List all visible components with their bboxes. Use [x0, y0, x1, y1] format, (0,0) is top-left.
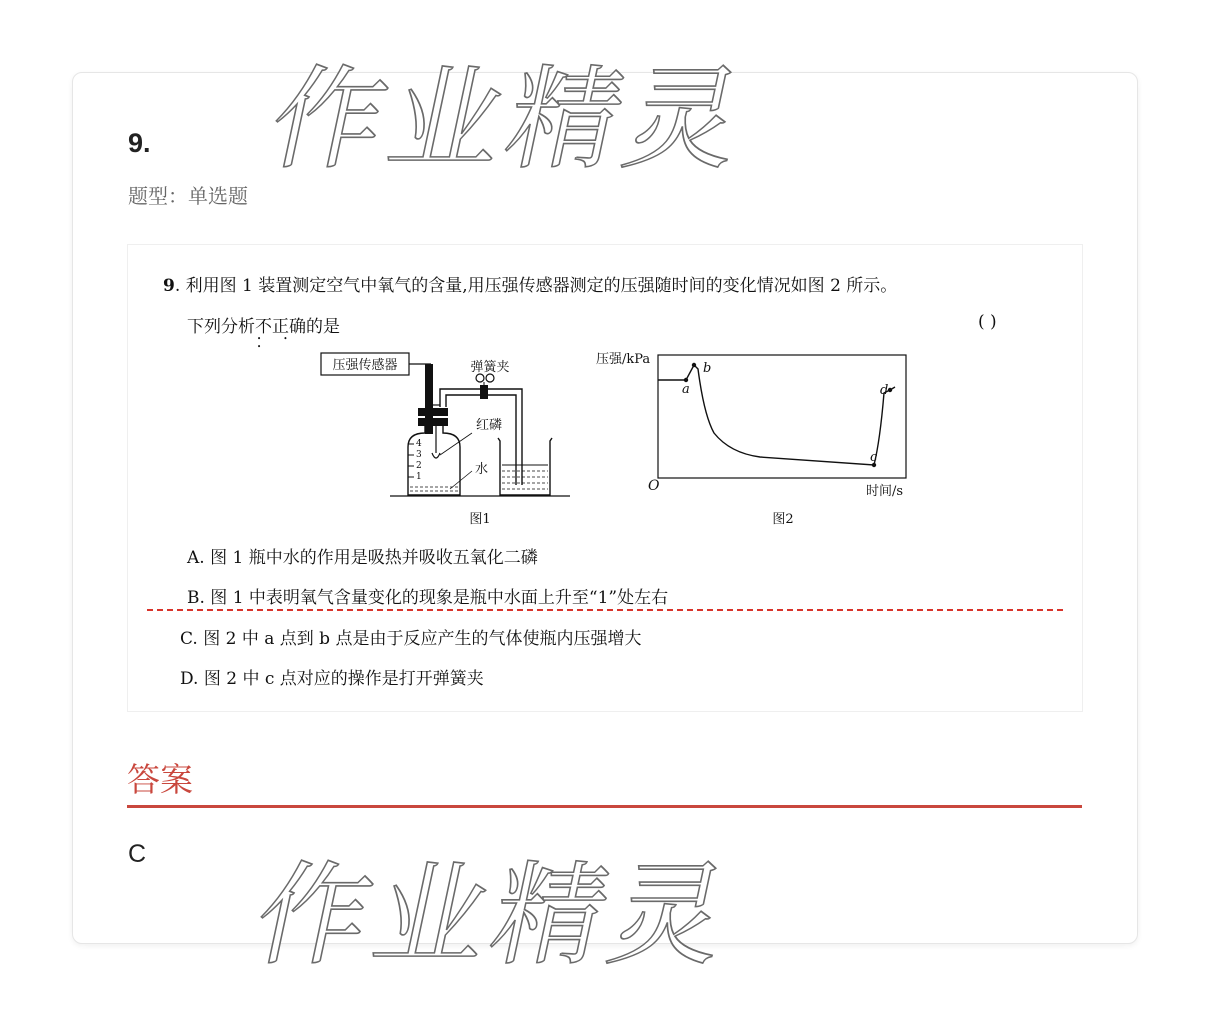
option-b: B. 图 1 中表明氧气含量变化的现象是瓶中水面上升至“1”处左右 — [187, 588, 669, 608]
origin-label: O — [648, 478, 660, 494]
scale-mark: 2 — [416, 461, 422, 471]
scale-mark: 3 — [416, 450, 422, 460]
watermark-top: 作业精灵 — [259, 55, 759, 185]
option-c: C. 图 2 中 a 点到 b 点是由于反应产生的气体使瓶内压强增大 — [180, 629, 642, 649]
phosphorus-label: 红磷 — [476, 418, 503, 433]
stem-text: . 利用图 1 装置测定空气中氧气的含量,用压强传感器测定的压强随时间的变化情况如图 2 所示。 — [174, 276, 898, 296]
point-label-d: d — [880, 383, 889, 398]
water-label: 水 — [475, 462, 489, 477]
option-a: A. 图 1 瓶中水的作用是吸热并吸收五氧化二磷 — [187, 548, 538, 568]
pressure-curve — [658, 365, 895, 465]
watermark-bottom: 作业精灵 — [244, 851, 744, 981]
clip-label: 弹簧夹 — [470, 360, 510, 375]
question-stem-line2 — [187, 312, 340, 337]
question-stem-line1 — [163, 271, 897, 296]
figure-2-caption: 图2 — [772, 512, 794, 527]
answer-divider — [127, 805, 1082, 808]
answer-value: C — [128, 840, 147, 868]
page-split-dashed-line — [147, 609, 1063, 611]
answer-bracket: ( ) — [978, 312, 997, 332]
figure-1-caption: 图1 — [469, 512, 491, 527]
stem-post: 的是 — [306, 317, 340, 337]
figure-1-apparatus — [300, 345, 580, 530]
y-axis-label: 压强/kPa — [596, 352, 651, 367]
stem-number: 9 — [163, 276, 175, 296]
point-b — [692, 363, 696, 367]
scale-mark: 1 — [416, 472, 422, 482]
stem-emphasis: 不正确 • • • — [255, 317, 306, 337]
sensor-label: 压强传感器 — [332, 358, 398, 373]
point-label-b: b — [703, 361, 712, 376]
point-label-c: c — [870, 450, 878, 465]
figure-2-pressure-chart — [590, 345, 920, 530]
scale-mark: 4 — [416, 439, 422, 449]
point-d — [888, 388, 892, 392]
question-number: 9. — [128, 128, 151, 158]
beaker-outline — [498, 438, 552, 495]
answer-title: 答案 — [127, 760, 193, 799]
x-axis-label: 时间/s — [866, 484, 904, 499]
question-type: 题型：单选题 — [128, 184, 248, 208]
option-d: D. 图 2 中 c 点对应的操作是打开弹簧夹 — [180, 669, 484, 689]
point-label-a: a — [682, 382, 690, 397]
chart-frame — [658, 355, 906, 478]
stem-pre: 下列分析 — [187, 317, 255, 337]
